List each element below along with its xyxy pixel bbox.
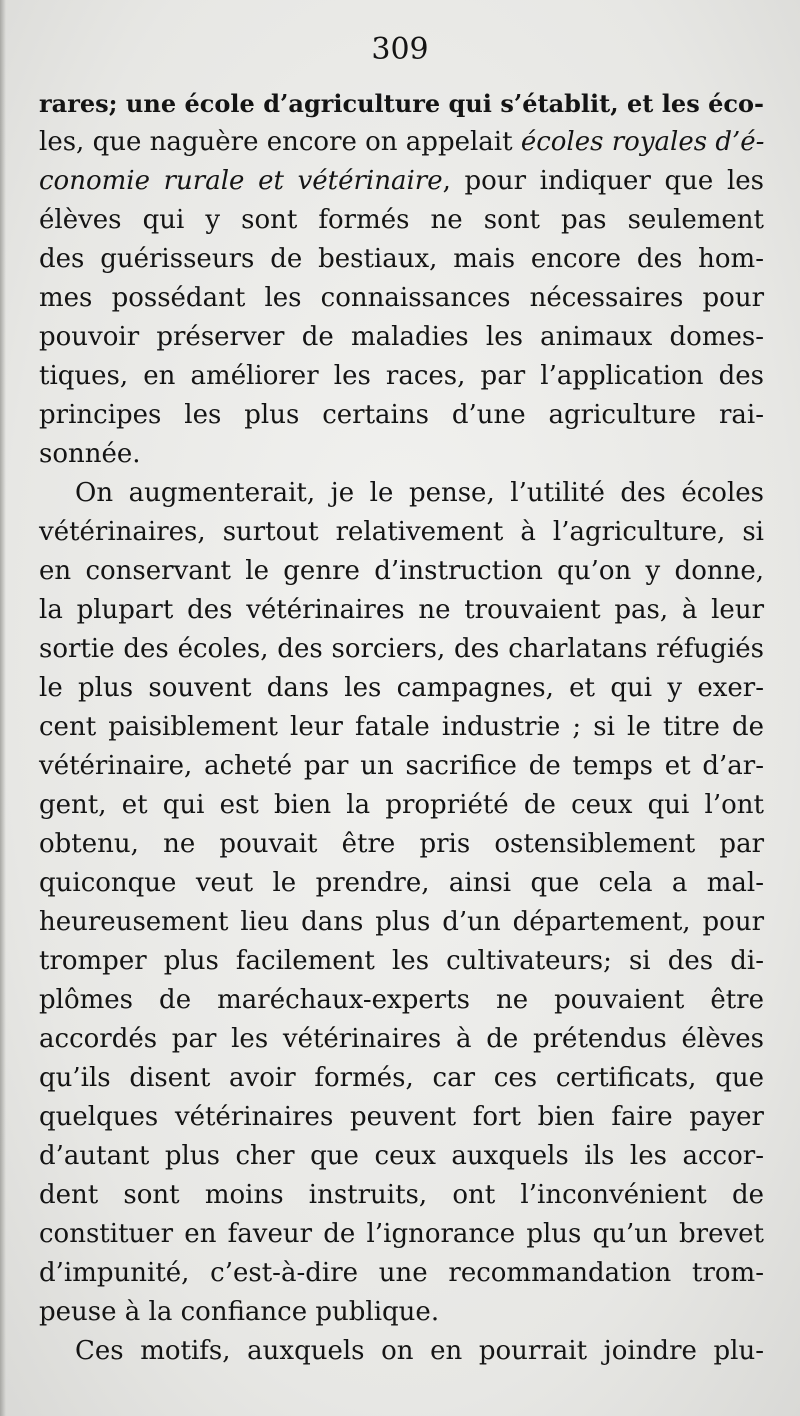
text-line <box>39 591 764 630</box>
text-line <box>39 123 764 162</box>
text-segment: tromper plus facilement les cultivateurs; si des di- <box>39 946 764 976</box>
text-line <box>39 513 764 552</box>
text-segment: tiques, en améliorer les races, par l’application des <box>39 361 764 391</box>
text-segment: qu’ils disent avoir formés, car ces certificats, que <box>39 1063 764 1093</box>
text-segment: rares; une école d’agriculture qui s’établit, et les éco- <box>39 89 764 118</box>
text-line <box>39 981 764 1020</box>
text-segment: élèves qui y sont formés ne sont pas seulement <box>39 205 764 235</box>
text-line <box>39 1098 764 1137</box>
text-segment: quiconque veut le prendre, ainsi que cela a mal- <box>39 868 764 898</box>
text-line <box>39 162 764 201</box>
text-line <box>39 1215 764 1254</box>
text-segment: constituer en faveur de l’ignorance plus qu’un brevet <box>39 1219 764 1249</box>
text-segment: Ces motifs, auxquels on en pourrait joindre plu- <box>75 1336 764 1366</box>
text-line <box>39 1059 764 1098</box>
text-line <box>39 786 764 825</box>
text-line <box>39 435 764 474</box>
text-segment: obtenu, ne pouvait être pris ostensiblement par <box>39 829 764 859</box>
text-line <box>39 396 764 435</box>
text-line <box>39 825 764 864</box>
text-line <box>39 357 764 396</box>
text-segment: sortie des écoles, des sorciers, des charlatans réfugiés <box>39 634 764 664</box>
text-segment: cent paisiblement leur fatale industrie ; si le titre de <box>39 712 764 742</box>
text-line <box>39 1020 764 1059</box>
text-segment: vétérinaire, acheté par un sacrifice de temps et d’ar- <box>39 751 764 781</box>
text-segment: d’autant plus cher que ceux auxquels ils les accor- <box>39 1141 764 1171</box>
text-segment: en conservant le genre d’instruction qu’on y donne, <box>39 556 764 586</box>
text-segment: accordés par les vétérinaires à de prétendus élèves <box>39 1024 764 1054</box>
italic-text: écoles royales d’é- <box>520 127 765 157</box>
text-segment: heureusement lieu dans plus d’un département, pour <box>39 907 764 937</box>
text-segment: la plupart des vétérinaires ne trouvaient pas, à leur <box>39 595 764 625</box>
page-edge-shadow <box>0 0 6 1416</box>
text-segment: sonnée. <box>39 439 141 469</box>
text-line <box>39 903 764 942</box>
text-line <box>39 84 764 123</box>
text-line <box>39 1254 764 1293</box>
text-segment: On augmenterait, je le pense, l’utilité des écoles <box>75 478 764 508</box>
text-line <box>39 552 764 591</box>
text-line <box>39 669 764 708</box>
text-line <box>39 747 764 786</box>
text-line <box>39 474 764 513</box>
text-segment: d’impunité, c’est-à-dire une recommandation trom- <box>39 1258 764 1288</box>
text-line <box>39 1137 764 1176</box>
text-segment: le plus souvent dans les campagnes, et qui y exer- <box>39 673 764 703</box>
text-segment: gent, et qui est bien la propriété de ceux qui l’ont <box>39 790 764 820</box>
text-segment: les, que naguère encore on appelait <box>39 127 521 157</box>
text-line <box>39 864 764 903</box>
text-line <box>39 1332 764 1371</box>
italic-text: conomie rurale et vétérinaire <box>39 166 443 196</box>
text-segment: plômes de maréchaux-experts ne pouvaient être <box>39 985 764 1015</box>
text-segment: , pour indiquer que les <box>442 166 765 196</box>
text-segment: des guérisseurs de bestiaux, mais encore des hom- <box>39 244 764 274</box>
text-line <box>39 708 764 747</box>
text-segment: peuse à la confiance publique. <box>39 1297 440 1327</box>
page-number: 309 <box>371 32 429 67</box>
text-line <box>39 279 764 318</box>
text-line <box>39 1176 764 1215</box>
text-segment: vétérinaires, surtout relativement à l’agriculture, si <box>39 517 764 547</box>
text-line <box>39 630 764 669</box>
text-segment: pouvoir préserver de maladies les animaux domes- <box>39 322 764 352</box>
text-segment: quelques vétérinaires peuvent fort bien faire payer <box>39 1102 764 1132</box>
text-line <box>39 318 764 357</box>
body-text <box>39 84 764 1371</box>
text-segment: dent sont moins instruits, ont l’inconvénient de <box>39 1180 764 1210</box>
text-segment: principes les plus certains d’une agriculture rai- <box>39 400 764 430</box>
text-line <box>39 201 764 240</box>
text-segment: mes possédant les connaissances nécessaires pour <box>39 283 764 313</box>
text-line <box>39 942 764 981</box>
text-line <box>39 1293 764 1332</box>
text-line <box>39 240 764 279</box>
